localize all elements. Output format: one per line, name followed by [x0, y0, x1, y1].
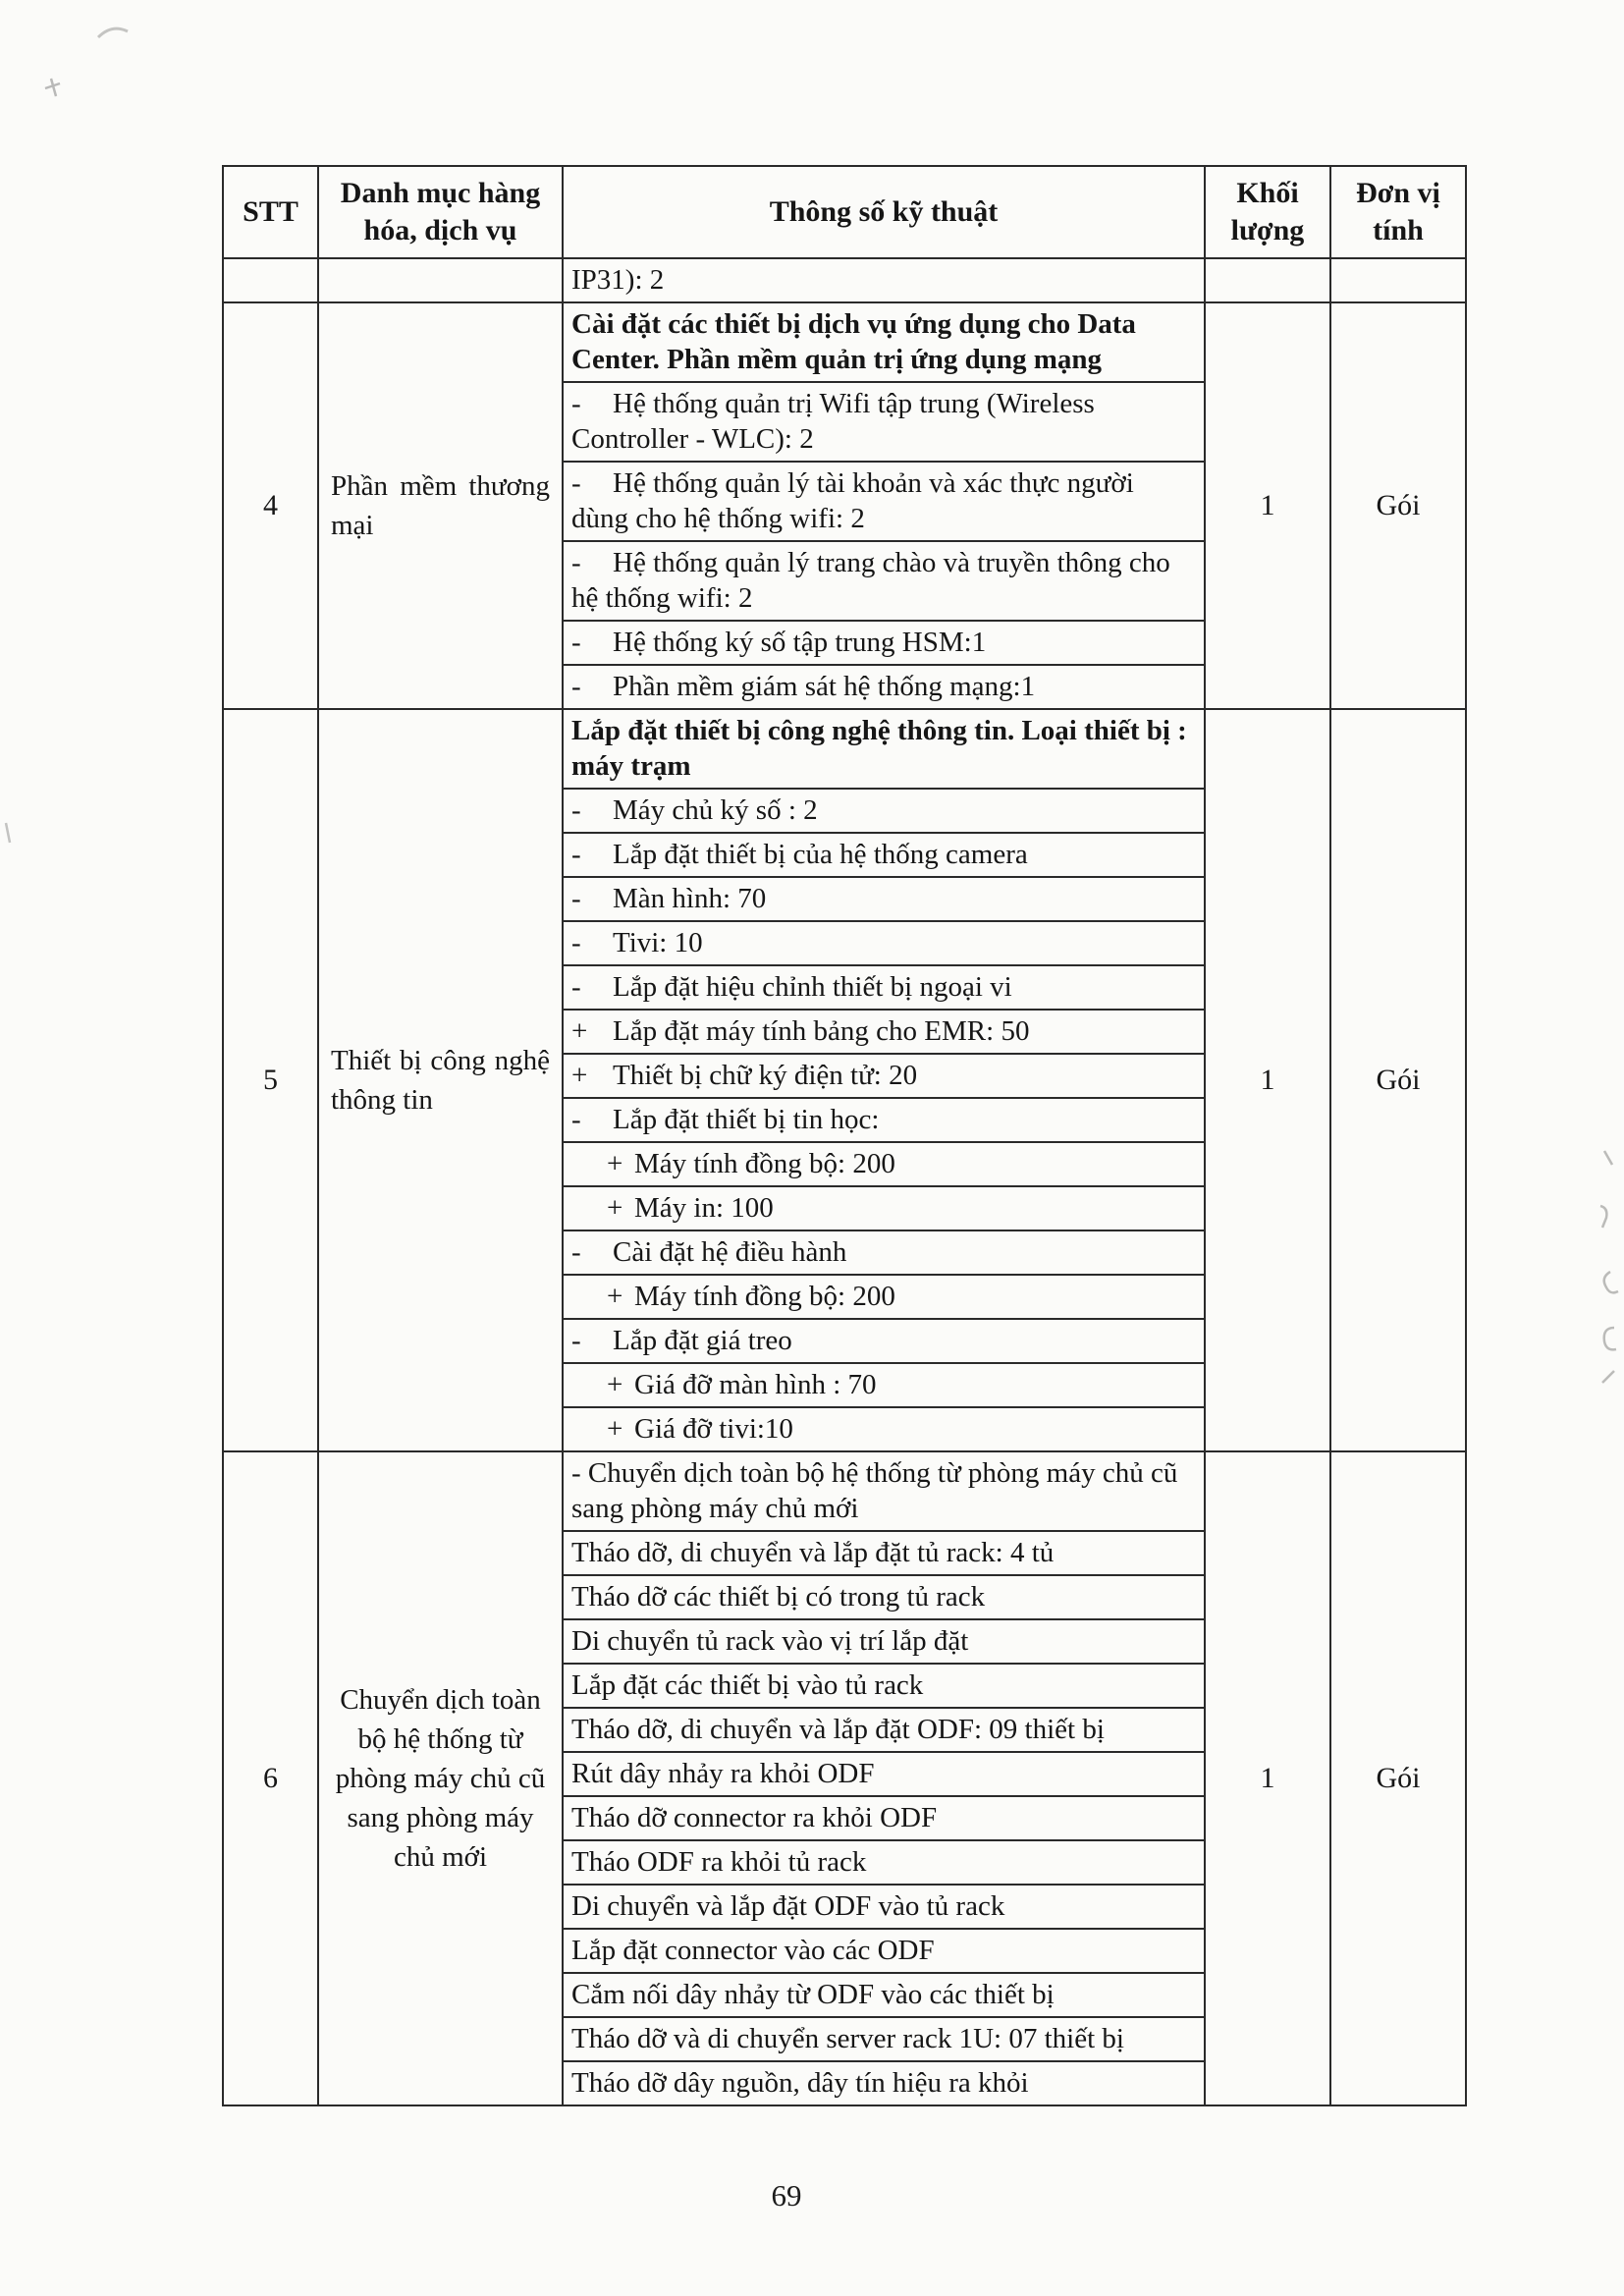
- spec-text: Máy in: 100: [634, 1192, 774, 1224]
- spec-text: Màn hình: 70: [613, 883, 767, 914]
- spec-prefix: +: [607, 1413, 623, 1445]
- spec-prefix: -: [571, 971, 581, 1003]
- item-row: [223, 1451, 1466, 1531]
- spec-text: Máy tính đồng bộ: 200: [634, 1148, 895, 1179]
- spec-cell: Tháo ODF ra khỏi tủ rack: [563, 1840, 1205, 1885]
- header-unit: Đơn vị tính: [1330, 166, 1466, 258]
- spec-prefix: -: [571, 1236, 581, 1268]
- quantity-value: 1: [1205, 709, 1330, 1451]
- unit-value: Gói: [1330, 1451, 1466, 2105]
- spec-cell: Di chuyển tủ rack vào vị trí lắp đặt: [563, 1619, 1205, 1664]
- spec-text: Máy tính đồng bộ: 200: [634, 1281, 895, 1312]
- spec-prefix: +: [607, 1148, 623, 1179]
- spec-prefix: -: [571, 839, 581, 870]
- spec-text: Hệ thống quản lý trang chào và truyền thông cho hệ thống wifi: 2: [571, 547, 1170, 614]
- spec-text: Thiết bị chữ ký điện tử: 20: [613, 1060, 918, 1091]
- spec-text: Lắp đặt thiết bị của hệ thống camera: [613, 839, 1028, 870]
- header-row: [223, 166, 1466, 258]
- spec-prefix: -: [571, 883, 581, 914]
- spec-text: Lắp đặt hiệu chỉnh thiết bị ngoại vi: [613, 971, 1012, 1003]
- spec-cell: Rút dây nhảy ra khỏi ODF: [563, 1752, 1205, 1796]
- unit-value: Gói: [1330, 709, 1466, 1451]
- spec-cell: [563, 382, 1205, 462]
- spec-cell: [563, 541, 1205, 621]
- spec-text: Giá đỡ màn hình : 70: [634, 1369, 877, 1400]
- spec-cell: [563, 833, 1205, 877]
- spec-prefix: +: [571, 1060, 588, 1091]
- spec-text: Tivi: 10: [613, 927, 703, 958]
- scan-artifact-mark: [45, 79, 60, 96]
- spec-prefix: +: [607, 1192, 623, 1224]
- spec-prefix: -: [571, 627, 581, 658]
- header-quantity: Khối lượng: [1205, 166, 1330, 258]
- header-spec: Thông số kỹ thuật: [563, 166, 1205, 258]
- spec-prefix: -: [571, 1104, 581, 1135]
- spec-prefix: -: [571, 1325, 581, 1356]
- spec-prefix: -: [571, 467, 581, 499]
- stt-number: 6: [223, 1451, 318, 2105]
- scan-artifact-mark: [1604, 1328, 1616, 1349]
- spec-prefix: -: [571, 671, 581, 702]
- spec-prefix: -: [571, 794, 581, 826]
- spec-text: Giá đỡ tivi:10: [634, 1413, 793, 1445]
- carryover-stt-empty: [223, 258, 318, 302]
- spec-cell: Tháo dỡ dây nguồn, dây tín hiệu ra khỏi: [563, 2061, 1205, 2105]
- spec-text: Hệ thống quản trị Wifi tập trung (Wireless Controller - WLC): 2: [571, 388, 1095, 455]
- spec-cell: [563, 965, 1205, 1010]
- spec-text: Hệ thống quản lý tài khoản và xác thực người dùng cho hệ thống wifi: 2: [571, 467, 1134, 534]
- page-number: 69: [771, 2178, 802, 2213]
- item-row: [223, 709, 1466, 789]
- scan-artifact-mark: [1604, 1151, 1612, 1165]
- spec-cell: Lắp đặt thiết bị công nghệ thông tin. Loại thiết bị : máy trạm: [563, 709, 1205, 789]
- spec-cell: [563, 1054, 1205, 1098]
- spec-text: Lắp đặt thiết bị tin học:: [613, 1104, 880, 1135]
- spec-cell: Tháo dỡ, di chuyển và lắp đặt ODF: 09 thiết bị: [563, 1708, 1205, 1752]
- carryover-spec-cell: IP31): 2: [563, 258, 1205, 302]
- spec-cell: [563, 1319, 1205, 1363]
- spec-cell: [563, 1230, 1205, 1275]
- spec-cell: Tháo dỡ các thiết bị có trong tủ rack: [563, 1575, 1205, 1619]
- spec-cell: [563, 1186, 1205, 1230]
- spec-cell: [563, 665, 1205, 709]
- item-name: Thiết bị công nghệ thông tin: [318, 709, 563, 1451]
- spec-cell: [563, 462, 1205, 541]
- spec-table: [222, 165, 1467, 2106]
- spec-text: Máy chủ ký số : 2: [613, 794, 818, 826]
- spec-text: Lắp đặt giá treo: [613, 1325, 792, 1356]
- spec-text: Phần mềm giám sát hệ thống mạng:1: [613, 671, 1036, 702]
- spec-cell: Tháo dỡ và di chuyển server rack 1U: 07 thiết bị: [563, 2017, 1205, 2061]
- spec-cell: Tháo dỡ, di chuyển và lắp đặt tủ rack: 4 tủ: [563, 1531, 1205, 1575]
- spec-cell: [563, 1363, 1205, 1407]
- spec-cell: - Chuyển dịch toàn bộ hệ thống từ phòng máy chủ cũ sang phòng máy chủ mới: [563, 1451, 1205, 1531]
- spec-prefix: +: [607, 1281, 623, 1312]
- item-name: Chuyển dịch toàn bộ hệ thống từ phòng máy chủ cũ sang phòng máy chủ mới: [318, 1451, 563, 2105]
- spec-cell: [563, 1142, 1205, 1186]
- spec-text: Lắp đặt máy tính bảng cho EMR: 50: [613, 1015, 1030, 1047]
- quantity-value: 1: [1205, 1451, 1330, 2105]
- spec-cell: [563, 1098, 1205, 1142]
- item-row: [223, 302, 1466, 382]
- header-stt: STT: [223, 166, 318, 258]
- spec-cell: Cài đặt các thiết bị dịch vụ ứng dụng cho Data Center. Phần mềm quản trị ứng dụng mạng: [563, 302, 1205, 382]
- spec-cell: [563, 789, 1205, 833]
- spec-cell: [563, 877, 1205, 921]
- stt-number: 4: [223, 302, 318, 709]
- spec-cell: [563, 921, 1205, 965]
- spec-cell: [563, 621, 1205, 665]
- spec-text: Cài đặt hệ điều hành: [613, 1236, 847, 1268]
- spec-prefix: +: [571, 1015, 588, 1047]
- spec-prefix: -: [571, 927, 581, 958]
- scan-artifact-mark: [6, 823, 10, 843]
- spec-cell: [563, 1407, 1205, 1451]
- carryover-row: [223, 258, 1466, 302]
- spec-cell: Di chuyển và lắp đặt ODF vào tủ rack: [563, 1885, 1205, 1929]
- spec-cell: Tháo dỡ connector ra khỏi ODF: [563, 1796, 1205, 1840]
- spec-cell: Cắm nối dây nhảy từ ODF vào các thiết bị: [563, 1973, 1205, 2017]
- spec-prefix: -: [571, 547, 581, 578]
- carryover-unit-empty: [1330, 258, 1466, 302]
- spec-cell: [563, 1010, 1205, 1054]
- scan-artifact-mark: [98, 28, 128, 37]
- item-name: Phần mềm thương mại: [318, 302, 563, 709]
- spec-text: Hệ thống ký số tập trung HSM:1: [613, 627, 987, 658]
- scan-artifact-mark: [1602, 1371, 1614, 1383]
- carryover-item-empty: [318, 258, 563, 302]
- spec-prefix: -: [571, 388, 581, 419]
- spec-cell: Lắp đặt các thiết bị vào tủ rack: [563, 1664, 1205, 1708]
- quantity-value: 1: [1205, 302, 1330, 709]
- stt-number: 5: [223, 709, 318, 1451]
- spec-cell: Lắp đặt connector vào các ODF: [563, 1929, 1205, 1973]
- spec-cell: [563, 1275, 1205, 1319]
- scan-artifact-mark: [1600, 1206, 1606, 1228]
- header-item: Danh mục hàng hóa, dịch vụ: [318, 166, 563, 258]
- unit-value: Gói: [1330, 302, 1466, 709]
- scan-artifact-mark: [1604, 1272, 1618, 1292]
- spec-prefix: +: [607, 1369, 623, 1400]
- carryover-qty-empty: [1205, 258, 1330, 302]
